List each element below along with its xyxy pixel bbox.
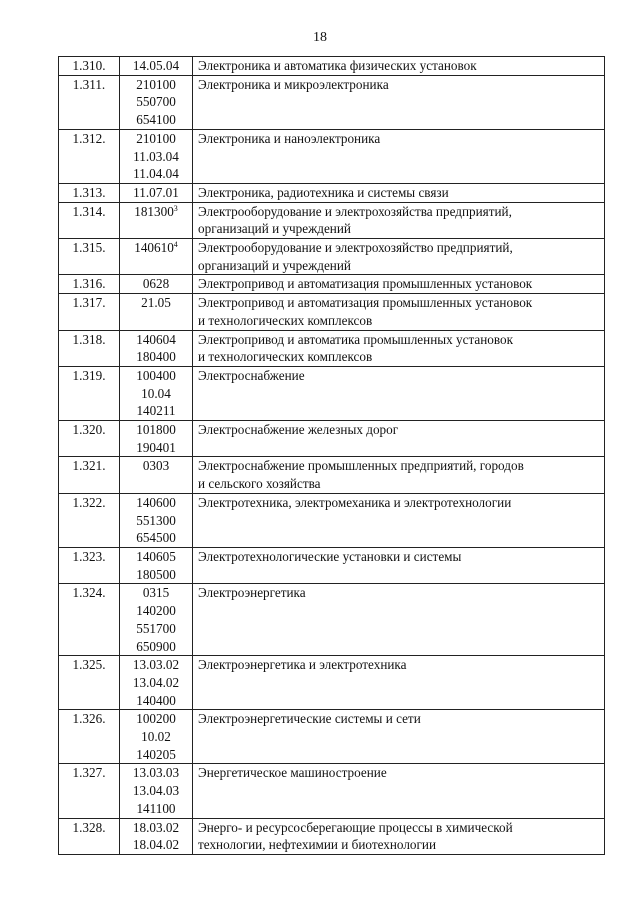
specialty-name-line: организаций и учреждений xyxy=(198,257,351,273)
specialty-name-cell xyxy=(193,764,605,818)
code-value: 0303 xyxy=(142,458,170,474)
code-cell xyxy=(120,584,193,656)
code-cell xyxy=(120,764,193,818)
specialty-name-line: и технологических комплексов xyxy=(198,349,373,365)
footnote-marker: 3 xyxy=(173,203,178,213)
code-value: 654100 xyxy=(136,112,176,128)
specialty-name-cell xyxy=(193,75,605,129)
code-line xyxy=(120,529,192,547)
table-row xyxy=(59,493,605,547)
code-line xyxy=(120,93,192,111)
table-row xyxy=(59,202,605,238)
code-value: 650900 xyxy=(136,638,176,654)
code-cell xyxy=(120,129,193,183)
row-number: 1.322. xyxy=(59,493,120,547)
specialty-name-cell xyxy=(193,275,605,294)
code-value: 141100 xyxy=(136,800,176,816)
code-line xyxy=(120,728,192,746)
specialty-name-cell xyxy=(193,547,605,583)
specialty-name-cell xyxy=(193,294,605,330)
code-value: 18.04.02 xyxy=(132,837,180,853)
row-number: 1.314. xyxy=(59,202,120,238)
specialty-name-line: Электропривод и автоматизация промышленных установок xyxy=(198,276,533,292)
code-line xyxy=(120,421,192,439)
table-body xyxy=(59,57,605,855)
specialty-name-line: и технологических комплексов xyxy=(198,312,373,328)
code-cell xyxy=(120,656,193,710)
specialty-name-cell xyxy=(193,202,605,238)
code-line xyxy=(120,746,192,764)
code-value: 190401 xyxy=(136,439,176,455)
specialty-name-line: Электроника и микроэлектроника xyxy=(198,76,389,92)
code-value: 0315 xyxy=(142,585,170,601)
code-line xyxy=(120,836,192,854)
code-value: 10.04 xyxy=(141,385,171,401)
code-value: 100400 xyxy=(136,367,176,383)
specialty-name-line: Электрооборудование и электрохозяйства предприятий, xyxy=(198,203,512,219)
specialty-name-cell xyxy=(193,656,605,710)
row-number: 1.319. xyxy=(59,366,120,420)
table-row xyxy=(59,294,605,330)
code-value: 140604 xyxy=(136,331,176,347)
code-cell xyxy=(120,366,193,420)
code-line xyxy=(120,457,192,475)
code-line xyxy=(120,57,192,75)
table-row xyxy=(59,129,605,183)
code-line xyxy=(120,800,192,818)
specialty-name-cell xyxy=(193,366,605,420)
specialty-name-line: Электротехнологические установки и системы xyxy=(198,548,462,564)
row-number: 1.318. xyxy=(59,330,120,366)
specialty-name-cell xyxy=(193,57,605,76)
code-cell xyxy=(120,493,193,547)
table-row xyxy=(59,330,605,366)
specialty-name-line: Электроника, радиотехника и системы связи xyxy=(198,184,449,200)
specialty-name-cell xyxy=(193,584,605,656)
row-number: 1.327. xyxy=(59,764,120,818)
table-row xyxy=(59,183,605,202)
row-number: 1.325. xyxy=(59,656,120,710)
table-row xyxy=(59,421,605,457)
specialty-name-line: Электротехника, электромеханика и электротехнологии xyxy=(198,494,512,510)
code-line xyxy=(120,620,192,638)
code-value: 140605 xyxy=(136,548,176,564)
row-number: 1.324. xyxy=(59,584,120,656)
specialty-name-cell xyxy=(193,421,605,457)
code-line xyxy=(120,203,192,221)
table-row xyxy=(59,275,605,294)
code-value: 14.05.04 xyxy=(132,58,180,73)
code-line xyxy=(120,512,192,530)
code-value: 101800 xyxy=(136,422,176,438)
table-row xyxy=(59,584,605,656)
code-value: 13.03.03 xyxy=(132,765,180,781)
code-value: 21.05 xyxy=(141,295,171,311)
code-line xyxy=(120,764,192,782)
specialty-name-cell xyxy=(193,330,605,366)
code-value: 654500 xyxy=(136,530,176,546)
code-cell xyxy=(120,330,193,366)
code-cell xyxy=(120,818,193,854)
code-line xyxy=(120,656,192,674)
code-line xyxy=(120,165,192,183)
code-cell xyxy=(120,183,193,202)
code-line xyxy=(120,184,192,202)
code-line xyxy=(120,331,192,349)
code-line xyxy=(120,148,192,166)
table-row xyxy=(59,764,605,818)
code-value: 140200 xyxy=(136,603,176,619)
code-cell xyxy=(120,239,193,275)
row-number: 1.315. xyxy=(59,239,120,275)
code-line xyxy=(120,294,192,312)
row-number: 1.317. xyxy=(59,294,120,330)
code-value: 13.04.03 xyxy=(132,783,180,799)
code-line xyxy=(120,710,192,728)
code-line xyxy=(120,275,192,293)
row-number: 1.310. xyxy=(59,57,120,76)
code-cell xyxy=(120,294,193,330)
code-line xyxy=(120,111,192,129)
code-value: 11.04.04 xyxy=(133,166,179,182)
row-number: 1.312. xyxy=(59,129,120,183)
row-number: 1.316. xyxy=(59,275,120,294)
code-value: 180500 xyxy=(136,566,176,582)
specialty-name-line: Электроэнергетика xyxy=(198,585,306,601)
row-number: 1.328. xyxy=(59,818,120,854)
code-value: 13.04.02 xyxy=(132,674,180,690)
code-line xyxy=(120,674,192,692)
code-value: 11.07.01 xyxy=(133,184,179,200)
code-line xyxy=(120,239,192,257)
code-line xyxy=(120,566,192,584)
code-value: 140600 xyxy=(136,494,176,510)
code-value: 140205 xyxy=(136,746,176,762)
code-value: 210100 xyxy=(136,76,176,92)
specialty-name-line: Энергетическое машиностроение xyxy=(198,765,387,781)
code-value: 0628 xyxy=(142,276,170,292)
code-cell xyxy=(120,710,193,764)
code-value: 550700 xyxy=(136,94,176,110)
code-line xyxy=(120,819,192,837)
specialty-name-line: Электроника и наноэлектроника xyxy=(198,130,381,146)
specialty-name-line: Электроника и автоматика физических установок xyxy=(198,58,477,73)
code-line xyxy=(120,602,192,620)
code-line xyxy=(120,367,192,385)
row-number: 1.323. xyxy=(59,547,120,583)
code-cell xyxy=(120,275,193,294)
table-row xyxy=(59,547,605,583)
table-row xyxy=(59,710,605,764)
specialty-name-cell xyxy=(193,239,605,275)
table-row xyxy=(59,75,605,129)
specialty-name-line: Электропривод и автоматика промышленных установок xyxy=(198,331,514,347)
code-line xyxy=(120,439,192,457)
code-value: 11.03.04 xyxy=(133,148,179,164)
code-value: 18.03.02 xyxy=(132,819,180,835)
code-value: 140400 xyxy=(136,692,176,708)
code-line xyxy=(120,692,192,710)
specialty-name-line: Электроснабжение xyxy=(198,367,305,383)
code-value: 140211 xyxy=(136,403,176,419)
code-line xyxy=(120,348,192,366)
row-number: 1.313. xyxy=(59,183,120,202)
code-line xyxy=(120,548,192,566)
specialty-name-line: технологии, нефтехимии и биотехнологии xyxy=(198,837,437,853)
code-cell xyxy=(120,75,193,129)
code-line xyxy=(120,584,192,602)
row-number: 1.311. xyxy=(59,75,120,129)
code-value: 10.02 xyxy=(141,729,171,745)
specialty-name-line: Электрооборудование и электрохозяйство предприятий, xyxy=(198,240,513,256)
code-line xyxy=(120,782,192,800)
table-row xyxy=(59,818,605,854)
page-number: 18 xyxy=(313,30,327,45)
specialty-name-line: Электроэнергетические системы и сети xyxy=(198,711,421,727)
code-cell xyxy=(120,457,193,493)
table-row xyxy=(59,457,605,493)
code-value: 551700 xyxy=(136,620,176,636)
code-value: 551300 xyxy=(136,512,176,528)
footnote-marker: 4 xyxy=(173,240,178,250)
code-value: 180400 xyxy=(136,349,176,365)
specialty-name-cell xyxy=(193,457,605,493)
specialty-name-cell xyxy=(193,818,605,854)
specialty-name-line: и сельского хозяйства xyxy=(198,476,321,492)
code-line xyxy=(120,385,192,403)
code-line xyxy=(120,494,192,512)
specialty-name-line: организаций и учреждений xyxy=(198,221,351,237)
code-value: 100200 xyxy=(136,711,176,727)
table-row xyxy=(59,656,605,710)
code-value: 13.03.02 xyxy=(132,657,180,673)
specialty-name-line: Электропривод и автоматизация промышленных установок xyxy=(198,295,533,311)
specialty-name-cell xyxy=(193,493,605,547)
table-row xyxy=(59,239,605,275)
specialty-name-cell xyxy=(193,710,605,764)
specialty-name-cell xyxy=(193,183,605,202)
specialty-name-cell xyxy=(193,129,605,183)
code-line xyxy=(120,76,192,94)
row-number: 1.321. xyxy=(59,457,120,493)
specialty-name-line: Электроэнергетика и электротехника xyxy=(198,657,407,673)
row-number: 1.326. xyxy=(59,710,120,764)
code-line xyxy=(120,130,192,148)
code-value: 140610 xyxy=(134,240,174,256)
code-value: 210100 xyxy=(136,130,176,146)
specialty-table xyxy=(58,56,605,855)
code-line xyxy=(120,638,192,656)
table-row xyxy=(59,57,605,76)
code-cell xyxy=(120,421,193,457)
specialty-name-line: Электроснабжение промышленных предприятий, городов xyxy=(198,458,524,474)
row-number: 1.320. xyxy=(59,421,120,457)
specialty-name-line: Электроснабжение железных дорог xyxy=(198,422,399,438)
specialty-name-line: Энерго- и ресурсосберегающие процессы в химической xyxy=(198,819,513,835)
code-cell xyxy=(120,202,193,238)
code-line xyxy=(120,402,192,420)
code-cell xyxy=(120,57,193,76)
code-cell xyxy=(120,547,193,583)
table-row xyxy=(59,366,605,420)
code-value: 181300 xyxy=(134,203,174,219)
